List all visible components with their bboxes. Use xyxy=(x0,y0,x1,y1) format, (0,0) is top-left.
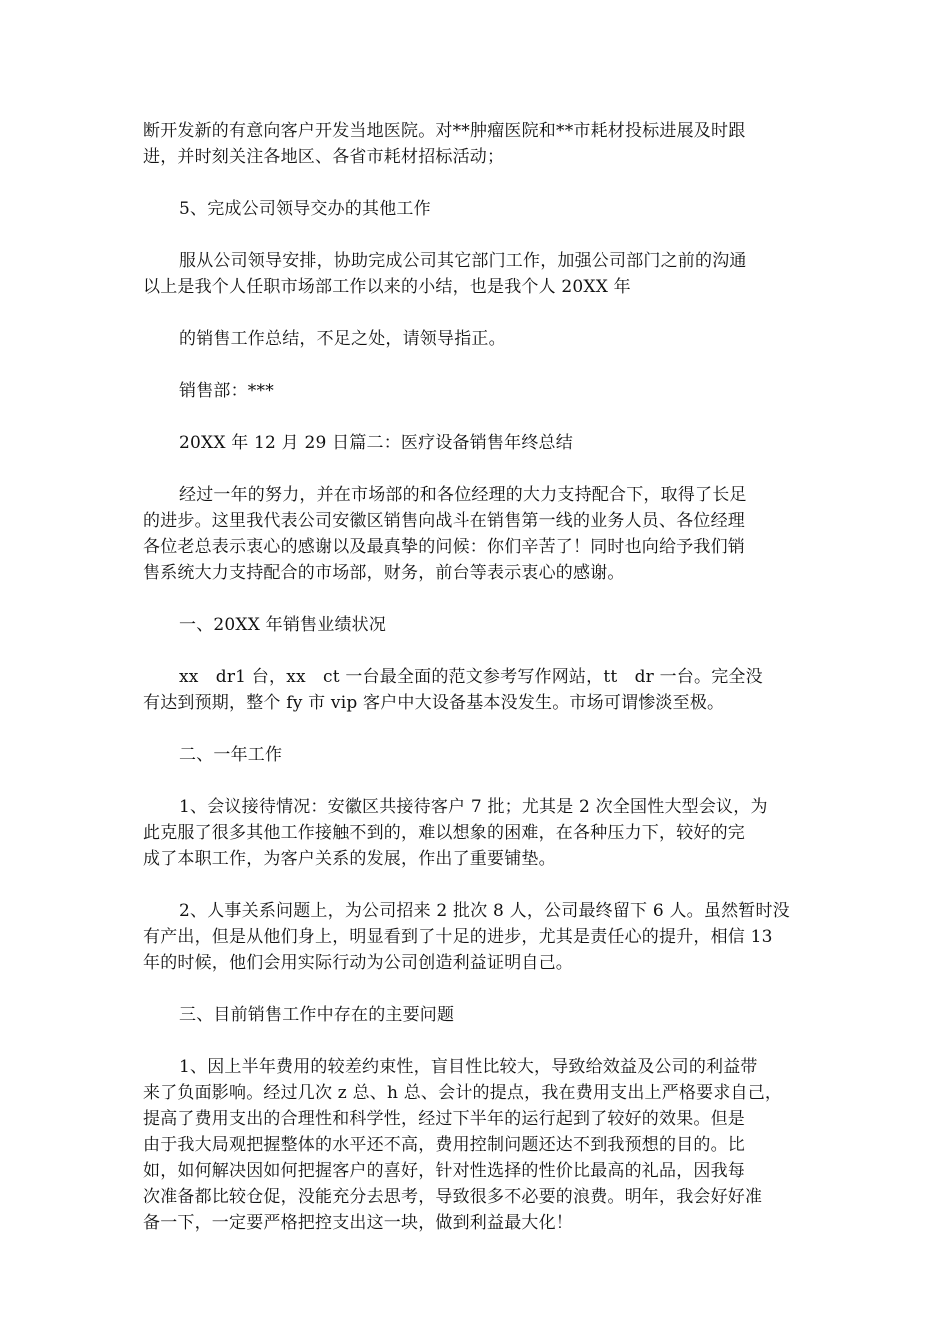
text-line: 1、因上半年费用的较差约束性，盲目性比较大，导致给效益及公司的利益带 xyxy=(179,1057,758,1077)
text-line: 的进步。这里我代表公司安徽区销售向战斗在销售第一线的业务人员、各位经理 xyxy=(143,511,745,531)
section-heading-main-problems xyxy=(143,1002,811,1028)
text-line: 1、会议接待情况：安徽区共接待客户 7 批；尤其是 2 次全国性大型会议，为 xyxy=(179,797,768,817)
text-line: 2、人事关系问题上，为公司招来 2 批次 8 人，公司最终留下 6 人。虽然暂时没 xyxy=(179,901,790,921)
text-line: 三、目前销售工作中存在的主要问题 xyxy=(179,1005,455,1025)
date-and-article-title xyxy=(143,430,811,456)
text-line: 有产出，但是从他们身上，明显看到了十足的进步，尤其是责任心的提升，相信 13 xyxy=(143,927,773,947)
text-line: 服从公司领导安排，协助完成公司其它部门工作，加强公司部门之前的沟通 xyxy=(179,251,747,271)
text-line: 5、完成公司领导交办的其他工作 xyxy=(179,199,431,219)
text-line: 的销售工作总结，不足之处，请领导指正。 xyxy=(179,329,506,349)
paragraph-personnel xyxy=(143,898,811,976)
text-line: 一、20XX 年销售业绩状况 xyxy=(179,615,387,635)
paragraph-obey-leaders xyxy=(143,248,811,300)
section-heading-sales-performance xyxy=(143,612,811,638)
text-line: xx dr1 台，xx ct 一台最全面的范文参考写作网站，tt dr 一台。完全没 xyxy=(179,667,763,687)
text-line: 经过一年的努力，并在市场部的和各位经理的大力支持配合下，取得了长足 xyxy=(179,485,747,505)
document-body xyxy=(143,118,811,1236)
text-line: 备一下，一定要严格把控支出这一块，做到利益最大化！ xyxy=(143,1213,573,1233)
text-line: 成了本职工作，为客户关系的发展，作出了重要铺垫。 xyxy=(143,849,556,869)
text-line: 如，如何解决因如何把握客户的喜好，针对性选择的性价比最高的礼品，因我每 xyxy=(143,1161,745,1181)
section-heading-5 xyxy=(143,196,811,222)
text-line: 销售部：*** xyxy=(179,381,274,401)
text-line: 来了负面影响。经过几次 z 总、h 总、会计的提点，我在费用支出上严格要求自己， xyxy=(143,1083,783,1103)
paragraph-thanks xyxy=(143,482,811,586)
text-line: 由于我大局观把握整体的水平还不高，费用控制问题还达不到我预想的目的。比 xyxy=(143,1135,745,1155)
text-line: 各位老总表示衷心的感谢以及最真挚的问候：你们辛苦了！同时也向给予我们销 xyxy=(143,537,745,557)
text-line: 有达到预期，整个 fy 市 vip 客户中大设备基本没发生。市场可谓惨淡至极。 xyxy=(143,693,725,713)
text-line: 次准备都比较仓促，没能充分去思考，导致很多不必要的浪费。明年，我会好好准 xyxy=(143,1187,763,1207)
text-line: 以上是我个人任职市场部工作以来的小结，也是我个人 20XX 年 xyxy=(143,277,631,297)
text-line: 提高了费用支出的合理性和科学性，经过下半年的运行起到了较好的效果。但是 xyxy=(143,1109,745,1129)
text-line: 此克服了很多其他工作接触不到的，难以想象的困难，在各种压力下，较好的完 xyxy=(143,823,745,843)
text-line: 断开发新的有意向客户开发当地医院。对**肿瘤医院和**市耗材投标进展及时跟 xyxy=(143,121,746,141)
paragraph-expense-control xyxy=(143,1054,811,1236)
paragraph-hospital-development xyxy=(143,118,811,170)
text-line: 进，并时刻关注各地区、各省市耗材招标活动； xyxy=(143,147,505,167)
text-line: 20XX 年 12 月 29 日篇二：医疗设备销售年终总结 xyxy=(179,433,573,453)
section-heading-year-work xyxy=(143,742,811,768)
paragraph-meeting-reception xyxy=(143,794,811,872)
paragraph-summary-closing xyxy=(143,326,811,352)
signature-department xyxy=(143,378,811,404)
text-line: 售系统大力支持配合的市场部，财务，前台等表示衷心的感谢。 xyxy=(143,563,625,583)
paragraph-sales-results xyxy=(143,664,811,716)
text-line: 年的时候，他们会用实际行动为公司创造利益证明自己。 xyxy=(143,953,573,973)
text-line: 二、一年工作 xyxy=(179,745,283,765)
